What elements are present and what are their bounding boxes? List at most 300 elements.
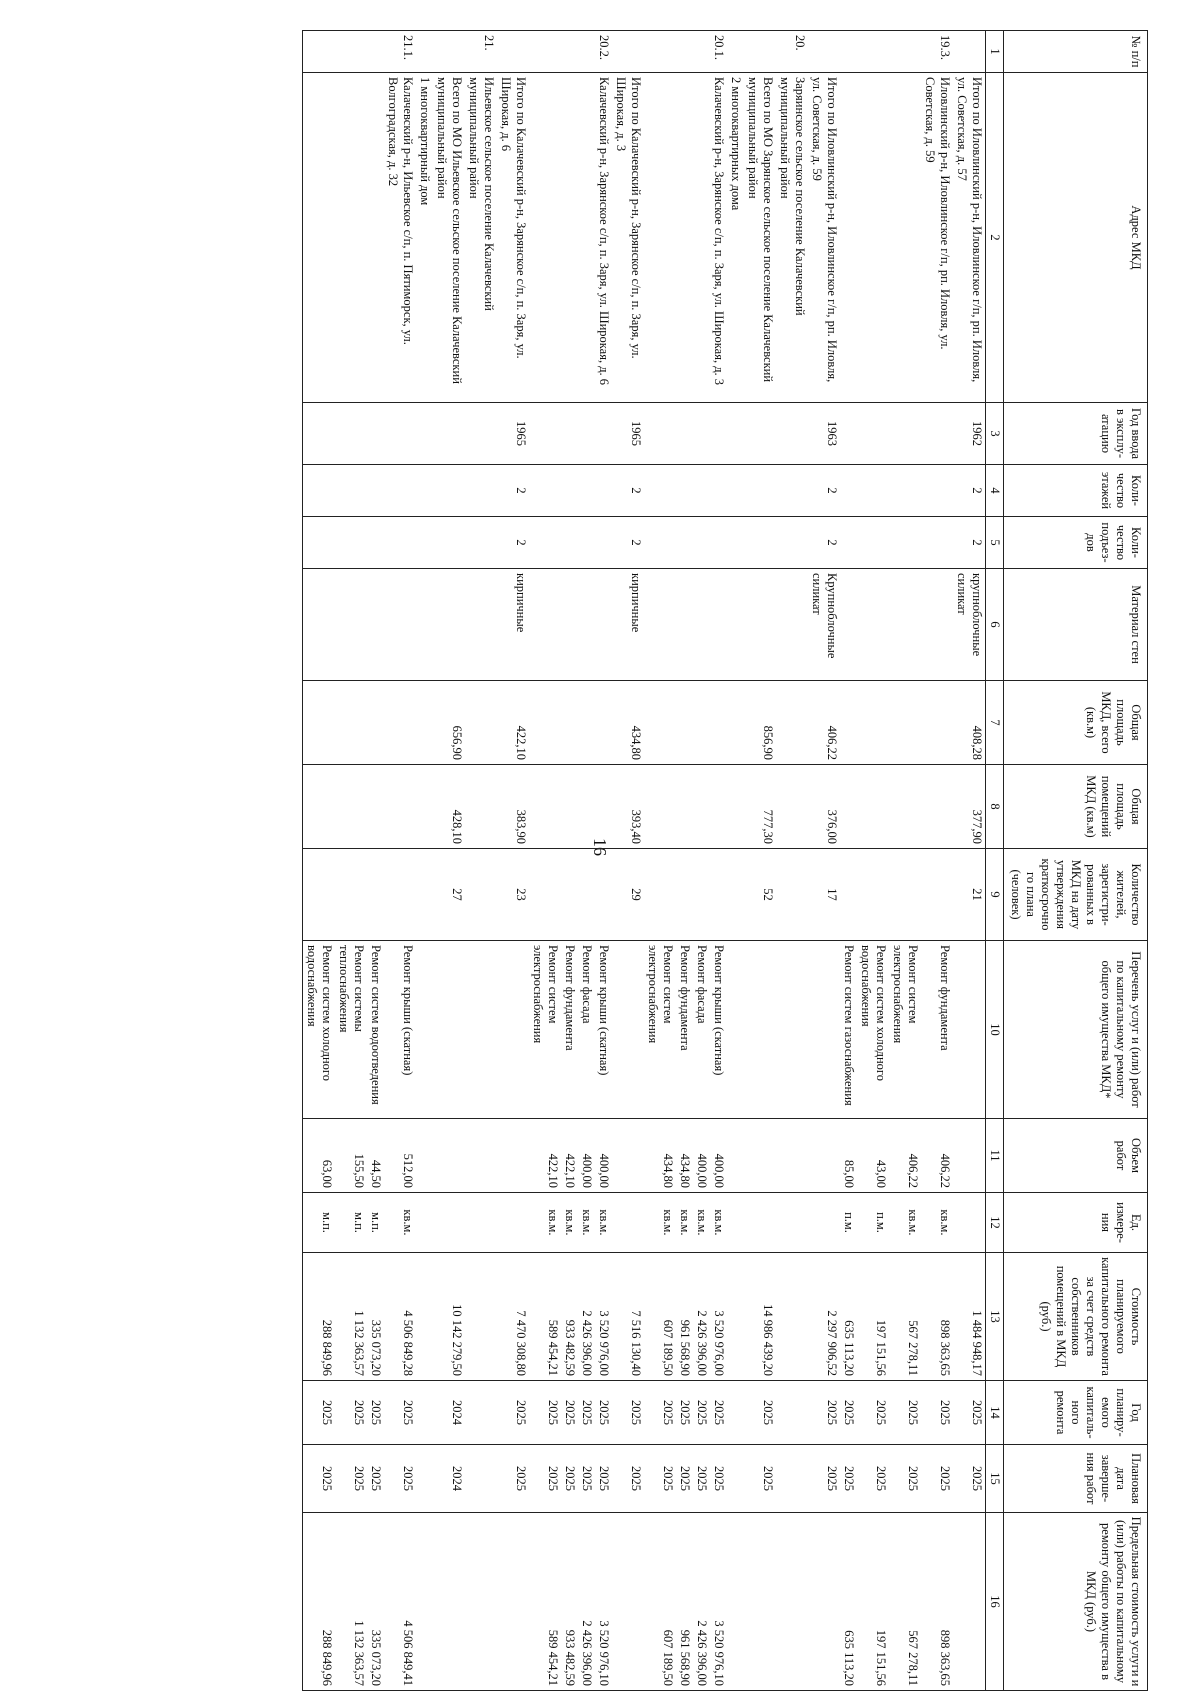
table-cell: Ремонт крыши (скатная) [595, 941, 612, 1119]
table-cell: Итого по Иловлинский р-н, Иловлинское г/п, рп. Иловля, ул. Советская, д. 59 [808, 73, 840, 403]
column-number: 16 [986, 1513, 1004, 1691]
table-cell: 2025 [335, 1445, 367, 1513]
table-cell [367, 73, 384, 403]
table-cell [335, 849, 367, 941]
table-cell: 1962 [953, 403, 986, 465]
column-header: Год планиру-емого капиталь-ного ремонта [1004, 1381, 1148, 1445]
table-cell: 434,80 [676, 1119, 693, 1193]
column-number: 5 [986, 517, 1004, 569]
table-cell: 2025 [335, 1381, 367, 1445]
table-cell: 406,22 [921, 1119, 953, 1193]
table-cell [303, 517, 336, 569]
table-cell [465, 1513, 497, 1691]
table-cell: 567 278,11 [889, 1513, 921, 1691]
table-cell: 434,80 [612, 681, 644, 765]
table-cell: 2 426 396,00 [693, 1253, 710, 1381]
table-cell: 2025 [693, 1381, 710, 1445]
table-row [840, 31, 857, 1691]
table-cell [578, 73, 595, 403]
table-cell [676, 73, 693, 403]
table-cell: 1963 [808, 403, 840, 465]
table-cell: Ремонт фундамента [921, 941, 953, 1119]
table-cell: кв.м. [561, 1193, 578, 1253]
table-cell [776, 465, 808, 517]
table-cell: кв.м. [921, 1193, 953, 1253]
table-cell [433, 1193, 465, 1253]
table-cell: 2 426 396,00 [578, 1253, 595, 1381]
table-cell [744, 517, 776, 569]
table-cell [840, 765, 857, 849]
table-cell [578, 403, 595, 465]
table-cell [744, 403, 776, 465]
table-cell: 635 113,20 [840, 1513, 857, 1691]
table-cell [840, 517, 857, 569]
table-cell [776, 681, 808, 765]
table-cell [433, 465, 465, 517]
table-cell: 567 278,11 [889, 1253, 921, 1381]
table-cell [335, 765, 367, 849]
table-row [433, 31, 465, 1691]
table-cell [776, 941, 808, 1119]
table-cell [644, 31, 676, 73]
table-cell [561, 73, 578, 403]
table-cell [465, 765, 497, 849]
column-header: Плановая дата заверше-ния работ [1004, 1445, 1148, 1513]
table-cell [727, 569, 744, 681]
table-cell [367, 465, 384, 517]
table-cell: 63,00 [303, 1119, 336, 1193]
table-cell: 1 132 363,57 [335, 1513, 367, 1691]
table-cell [595, 569, 612, 681]
table-cell: Итого по Иловлинский р-н, Иловлинское г/п, рп. Иловля, ул. Советская, д. 57 [953, 73, 986, 403]
column-header: Общая площадь помещений МКД (кв.м) [1004, 765, 1148, 849]
table-cell [612, 1193, 644, 1253]
table-cell [889, 31, 921, 73]
table-cell: 2025 [529, 1381, 561, 1445]
column-number: 9 [986, 849, 1004, 941]
table-cell: м.п. [367, 1193, 384, 1253]
table-cell [727, 517, 744, 569]
table-cell: 589 454,21 [529, 1253, 561, 1381]
table-cell [578, 31, 595, 73]
column-number: 15 [986, 1445, 1004, 1513]
table-cell [840, 403, 857, 465]
table-cell [857, 403, 889, 465]
table-cell [776, 849, 808, 941]
table-cell [710, 517, 727, 569]
table-row [953, 31, 986, 1691]
table-cell [857, 31, 889, 73]
table-cell [776, 569, 808, 681]
column-header: Год ввода в эксплу-атацию [1004, 403, 1148, 465]
table-cell [335, 517, 367, 569]
table-cell: 10 142 279,50 [433, 1253, 465, 1381]
table-cell [727, 1445, 744, 1513]
table-cell [529, 569, 561, 681]
page-number: 16 [590, 838, 610, 856]
table-cell [416, 31, 433, 73]
table-cell [921, 849, 953, 941]
table-cell [840, 31, 857, 73]
table-cell [808, 31, 840, 73]
table-cell: 933 482,59 [561, 1253, 578, 1381]
table-cell [561, 569, 578, 681]
table-cell [416, 1119, 433, 1193]
table-cell [465, 517, 497, 569]
table-cell: кв.м. [384, 1193, 416, 1253]
column-header: Коли-чество подъез-дов [1004, 517, 1148, 569]
table-cell: кирпичные [612, 569, 644, 681]
table-cell [808, 1119, 840, 1193]
table-row [529, 31, 561, 1691]
table-cell: 2 многоквартирных дома [727, 73, 744, 403]
table-cell: 400,00 [595, 1119, 612, 1193]
table-cell: 2025 [561, 1445, 578, 1513]
table-cell: 2025 [644, 1445, 676, 1513]
table-cell [857, 73, 889, 403]
table-cell: 2025 [384, 1445, 416, 1513]
table-cell [433, 1119, 465, 1193]
table-cell [693, 517, 710, 569]
table-cell [776, 403, 808, 465]
table-cell [335, 569, 367, 681]
table-cell [416, 849, 433, 941]
table-cell: 85,00 [840, 1119, 857, 1193]
table-cell: 1 484 948,17 [953, 1253, 986, 1381]
column-header: Адрес МКД [1004, 73, 1148, 403]
table-cell [889, 681, 921, 765]
table-cell [676, 849, 693, 941]
table-cell: 20.1. [710, 31, 727, 73]
table-cell: 961 568,90 [676, 1513, 693, 1691]
table-cell: Калачевский р-н, Зарянское с/п, п. Заря, ул. Широкая, д. 6 [595, 73, 612, 403]
table-cell [335, 31, 367, 73]
table-cell: 2 [612, 517, 644, 569]
table-cell: кв.м. [676, 1193, 693, 1253]
table-cell: 3 520 976,10 [710, 1513, 727, 1691]
table-cell: 4 506 849,41 [384, 1513, 416, 1691]
table-cell: Итого по Калачевский р-н, Зарянское с/п, п. Заря, ул. Широкая, д. 3 [612, 73, 644, 403]
table-cell: 2025 [578, 1381, 595, 1445]
table-cell [497, 1193, 529, 1253]
table-cell [840, 569, 857, 681]
table-cell [612, 1513, 644, 1691]
table-cell: 2025 [840, 1445, 857, 1513]
table-cell [644, 517, 676, 569]
table-cell: 2025 [808, 1445, 840, 1513]
table-cell [857, 517, 889, 569]
table-cell: Ремонт систем холодного водоснабжения [303, 941, 336, 1119]
table-cell [367, 681, 384, 765]
table-cell: 1 132 363,57 [335, 1253, 367, 1381]
table-cell: 607 189,50 [644, 1253, 676, 1381]
table-cell: 21.1. [384, 31, 416, 73]
table-cell: 406,22 [808, 681, 840, 765]
table-cell: 2 426 396,00 [693, 1513, 710, 1691]
table-cell: Заряинское сельское поселение Калачевский муниципальный район [776, 73, 808, 403]
table-cell: м.п. [335, 1193, 367, 1253]
table-cell: 2025 [497, 1445, 529, 1513]
table-cell [776, 1193, 808, 1253]
table-cell: 2 297 906,52 [808, 1253, 840, 1381]
table-body [303, 31, 986, 1691]
column-header: Предельная стоимость услуги и (или) работы по капитальному ремонту общего имущества в МКД (руб.) [1004, 1513, 1148, 1691]
table-cell [840, 681, 857, 765]
table-cell [561, 765, 578, 849]
table-cell: крупноблочные силикат [953, 569, 986, 681]
table-cell [693, 849, 710, 941]
table-cell: 2025 [612, 1445, 644, 1513]
table-cell [710, 465, 727, 517]
table-row [561, 31, 578, 1691]
table-cell: 21 [953, 849, 986, 941]
table-cell [857, 765, 889, 849]
table-cell: 434,80 [644, 1119, 676, 1193]
table-cell [710, 403, 727, 465]
rotated-table-container [55, 30, 1148, 1690]
table-cell [693, 31, 710, 73]
table-cell: 43,00 [857, 1119, 889, 1193]
table-cell [744, 1513, 776, 1691]
table-row [727, 31, 744, 1691]
table-row [857, 31, 889, 1691]
table-cell [465, 569, 497, 681]
table-cell [529, 765, 561, 849]
table-cell: 2025 [889, 1381, 921, 1445]
table-cell: 2025 [693, 1445, 710, 1513]
table-cell: 23 [497, 849, 529, 941]
table-cell [776, 1253, 808, 1381]
table-cell [416, 465, 433, 517]
table-cell: Ремонт фасада [693, 941, 710, 1119]
table-cell: 2025 [561, 1381, 578, 1445]
table-cell [416, 517, 433, 569]
table-cell: Ремонт фасада [578, 941, 595, 1119]
table-cell: 2025 [710, 1445, 727, 1513]
table-row [612, 31, 644, 1691]
table-cell [644, 465, 676, 517]
table-cell: 376,00 [808, 765, 840, 849]
table-cell: Всего по МО Ильевское сельское поселение Калачевский муниципальный район [433, 73, 465, 403]
header-row [1004, 31, 1148, 1691]
table-cell: 3 520 976,00 [595, 1253, 612, 1381]
table-cell [384, 569, 416, 681]
table-cell [693, 465, 710, 517]
table-cell [889, 765, 921, 849]
table-cell: 2025 [595, 1381, 612, 1445]
table-cell [710, 849, 727, 941]
table-cell [433, 1513, 465, 1691]
table-cell: Ремонт систем электроснабжения [889, 941, 921, 1119]
table-cell [953, 1193, 986, 1253]
table-cell: 2025 [710, 1381, 727, 1445]
table-cell [497, 31, 529, 73]
table-cell: 2024 [433, 1445, 465, 1513]
table-cell [433, 517, 465, 569]
table-cell [644, 73, 676, 403]
table-cell [889, 73, 921, 403]
table-cell [744, 1119, 776, 1193]
column-header: Ед. измере-ния [1004, 1193, 1148, 1253]
table-cell: 197 151,56 [857, 1253, 889, 1381]
table-row [921, 31, 953, 1691]
table-row [644, 31, 676, 1691]
table-row [367, 31, 384, 1691]
table-cell: 898 363,65 [921, 1513, 953, 1691]
table-cell: 288 849,96 [303, 1253, 336, 1381]
table-cell [727, 849, 744, 941]
table-cell [676, 765, 693, 849]
table-cell: Ремонт систем газоснабжения [840, 941, 857, 1119]
table-cell [727, 403, 744, 465]
table-cell [465, 1381, 497, 1445]
table-cell [578, 681, 595, 765]
table-cell [727, 465, 744, 517]
table-cell: 2025 [744, 1381, 776, 1445]
table-cell [744, 941, 776, 1119]
table-cell [465, 1193, 497, 1253]
column-number: 14 [986, 1381, 1004, 1445]
column-number: 2 [986, 73, 1004, 403]
table-cell [744, 465, 776, 517]
table-cell [595, 765, 612, 849]
table-cell: 2 [808, 517, 840, 569]
table-cell [921, 465, 953, 517]
table-cell [744, 569, 776, 681]
table-row [693, 31, 710, 1691]
table-cell: 2025 [384, 1381, 416, 1445]
table-cell [416, 681, 433, 765]
table-cell [303, 765, 336, 849]
table-row [808, 31, 840, 1691]
table-cell: 400,00 [693, 1119, 710, 1193]
table-row [465, 31, 497, 1691]
column-number: 13 [986, 1253, 1004, 1381]
table-cell [595, 681, 612, 765]
table-cell [578, 465, 595, 517]
table-cell: 2025 [676, 1381, 693, 1445]
table-cell [693, 681, 710, 765]
table-cell: кв.м. [644, 1193, 676, 1253]
table-cell [335, 465, 367, 517]
table-cell: 2 [612, 465, 644, 517]
table-cell [857, 849, 889, 941]
table-cell [840, 73, 857, 403]
table-cell: 2025 [921, 1445, 953, 1513]
table-cell [693, 73, 710, 403]
table-row [595, 31, 612, 1691]
table-cell: 335 073,20 [367, 1253, 384, 1381]
table-cell: 589 454,21 [529, 1513, 561, 1691]
table-cell [465, 681, 497, 765]
table-cell [433, 403, 465, 465]
table-cell [857, 569, 889, 681]
table-cell: 20. [776, 31, 808, 73]
table-cell: п.м. [840, 1193, 857, 1253]
table-cell: Всего по МО Зарянское сельское поселение Калачевский муниципальный район [744, 73, 776, 403]
table-row [497, 31, 529, 1691]
table-cell [857, 465, 889, 517]
table-cell [921, 681, 953, 765]
table-cell [433, 31, 465, 73]
table-cell [676, 569, 693, 681]
table-row [416, 31, 433, 1691]
table-cell: 422,10 [497, 681, 529, 765]
table-cell [465, 1445, 497, 1513]
table-cell: 197 151,56 [857, 1513, 889, 1691]
table-cell [644, 849, 676, 941]
table-cell [416, 1445, 433, 1513]
table-cell [578, 517, 595, 569]
table-cell: 656,90 [433, 681, 465, 765]
table-cell: 2 426 396,00 [578, 1513, 595, 1691]
table-cell [433, 941, 465, 1119]
table-cell: 2025 [808, 1381, 840, 1445]
table-cell: 777,30 [744, 765, 776, 849]
table-cell: 2 [497, 517, 529, 569]
table-cell [953, 1119, 986, 1193]
table-cell [612, 31, 644, 73]
table-cell [676, 403, 693, 465]
table-cell: п.м. [857, 1193, 889, 1253]
table-cell [776, 1445, 808, 1513]
table-cell: Ремонт систем электроснабжения [529, 941, 561, 1119]
table-cell [644, 569, 676, 681]
table-cell: 400,00 [578, 1119, 595, 1193]
table-cell [561, 849, 578, 941]
table-cell [578, 849, 595, 941]
table-cell [776, 1381, 808, 1445]
table-cell [335, 681, 367, 765]
table-cell [921, 517, 953, 569]
column-header: Количество жителей, зарегистри-рованных в МКД на дату утверждения краткосрочно го плана (человек) [1004, 849, 1148, 941]
table-cell [808, 1193, 840, 1253]
table-cell [727, 1381, 744, 1445]
table-cell [529, 31, 561, 73]
table-cell [727, 31, 744, 73]
table-cell [776, 1513, 808, 1691]
table-cell: 20.2. [595, 31, 612, 73]
column-header: Стоимость планируемого капитального ремонта за счет средств собственников помещений в МКД (руб.) [1004, 1253, 1148, 1381]
table-cell [384, 765, 416, 849]
table-row [710, 31, 727, 1691]
table-cell [529, 403, 561, 465]
table-cell [433, 569, 465, 681]
column-header: Материал стен [1004, 569, 1148, 681]
table-cell: 933 482,59 [561, 1513, 578, 1691]
table-cell: 2025 [497, 1381, 529, 1445]
table-cell: 2025 [857, 1445, 889, 1513]
table-cell [776, 517, 808, 569]
table-cell: 14 986 439,20 [744, 1253, 776, 1381]
table-cell [367, 517, 384, 569]
column-number: 10 [986, 941, 1004, 1119]
table-cell: Итого по Калачевский р-н, Зарянское с/п, п. Заря, ул. Широкая, д. 6 [497, 73, 529, 403]
table-cell [384, 517, 416, 569]
table-cell [857, 681, 889, 765]
table-cell: 52 [744, 849, 776, 941]
table-cell: 422,10 [529, 1119, 561, 1193]
table-cell [693, 403, 710, 465]
table-cell: 2025 [303, 1445, 336, 1513]
table-cell [921, 403, 953, 465]
table-cell: 2025 [529, 1445, 561, 1513]
table-cell: Ремонт крыши (скатная) [710, 941, 727, 1119]
table-cell: 2025 [953, 1381, 986, 1445]
table-cell: 19.3. [921, 31, 953, 73]
column-number: 8 [986, 765, 1004, 849]
table-cell [889, 569, 921, 681]
